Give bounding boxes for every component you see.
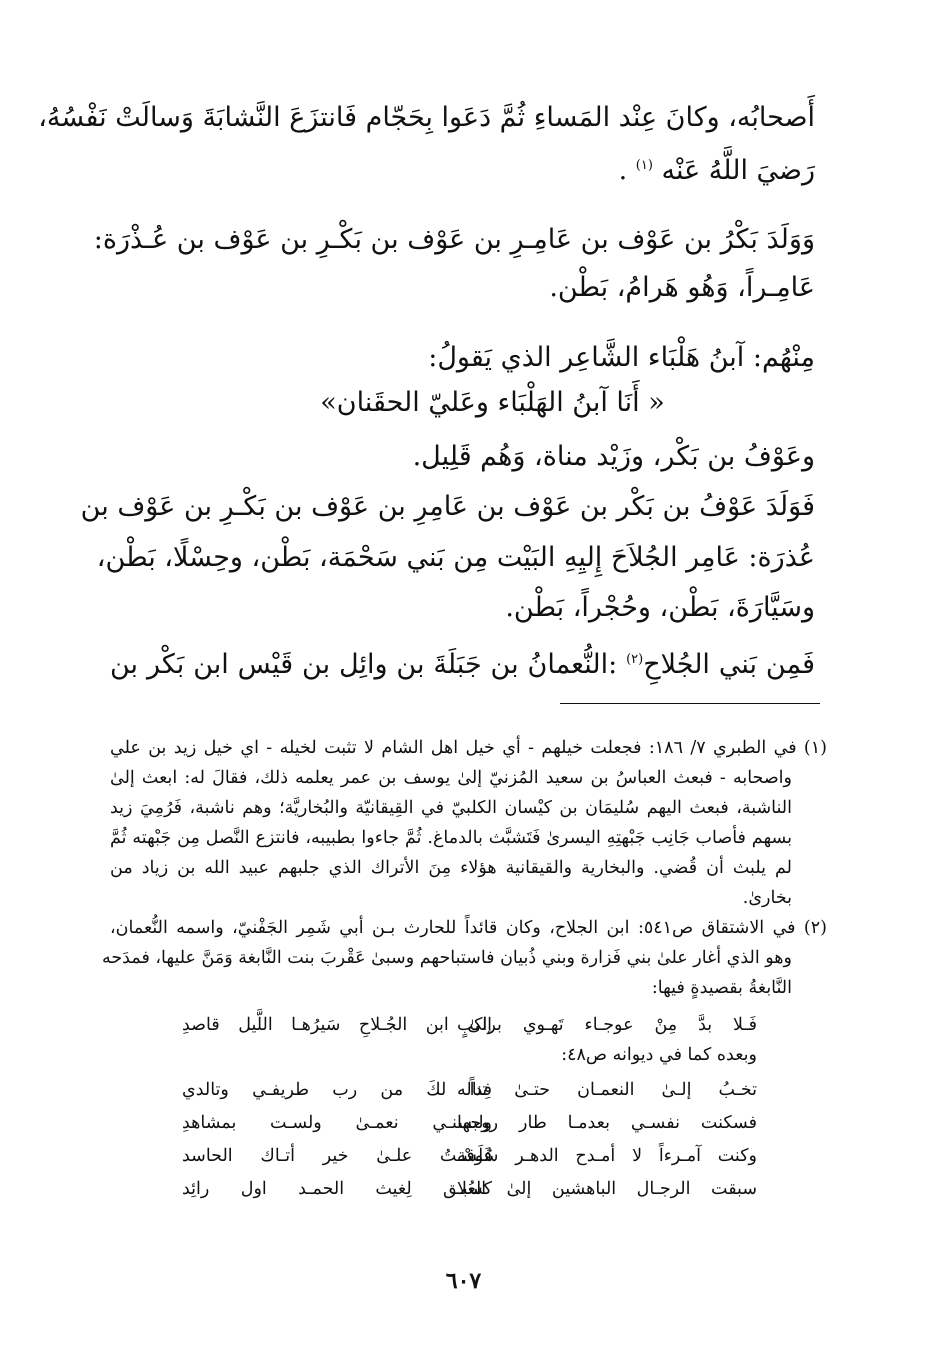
body-line-10: وسَيَّارَةَ، بَطْن، وحُجْراً، بَطْن. [505, 592, 815, 623]
footnote-1-line-5: لم يلبث أن قُضي. والبخارية والقيقانية هؤلاء مِنَ الأتراك الذي جلبهم عبيد الله بن زياد من [110, 858, 792, 878]
verse-1-left: إلىٰ ابن الجُـلاحِ سَيرُهـا اللَّيل قاصدِ [182, 1015, 492, 1035]
footnote-ref-1: (١) [635, 158, 653, 173]
body-line-7: وعَوْفُ بن بَكْر، وزَيْد مناة، وَهُم قَلِيل. [412, 441, 815, 472]
body-line-3: وَوَلَدَ بَكْرُ بن عَوْف بن عَامِـرِ بن عَوْف بن بَكْـرِ بن عَوْف بن عُـذْرَة: [93, 224, 815, 255]
footnote-1-line-6: بخارىٰ. [742, 888, 792, 908]
verse-quote: « أَنَا آبنُ الهَلْبَاء وعَليّ الحقَنان» [320, 387, 665, 418]
footnote-1-line-4: بسهم فأصاب جَانِب جَبْهتِهِ اليسرىٰ فَتَشبَّث بالدماغ. ثُمَّ جاءوا بطبيبه، فانتزع النَّصل مِن جَبْهته ثُمَّ [110, 828, 792, 848]
body-line-1: أَصحابُه، وكانَ عِنْد المَساءِ ثُمَّ دَعَوا بِحَجّام فَانتزَعَ النَّشابَةَ وَسالَتْ نَفْسُهُ، [38, 102, 815, 133]
verse-5-left: كسبـق لِغيث الحمـد اول رائِد [182, 1179, 492, 1199]
footnote-1-line-3: الناشبة، فبعث اليهم سُليمَان بن كيْسان الكلبيّ في القِيقانيّة والبُخاريَّة؛ وهم ناشبة، فَرُمِيَ زيد [110, 798, 792, 818]
body-line-11 [110, 640, 815, 685]
verse-4-left: فَلَسْـتُ علـىٰ خير أتـاك الحاسد [182, 1146, 492, 1166]
body-line-5: مِنْهُم: آبنُ هَلْبَاء الشَّاعِر الذي يَقولُ: [428, 342, 815, 373]
footnote-ref-2: (٢) [626, 652, 644, 667]
verse-2-left: فِداً لكَ من رب طريفـي وتالدي [182, 1080, 492, 1100]
body-line-9: عُذرَة: عَامِر الجُلاَحَ إِليِهِ البَيْت مِن بَني سَحْمَة، بَطْن، وحِسْلًا، بَطْن، [96, 542, 815, 573]
verse-2-right: تخـبُ إلـىٰ النعمـان حتـىٰ تناله [457, 1080, 757, 1100]
footnote-1-line-1: (١) في الطبري ٧/ ١٨٦: فجعلت خيلهم - أي خيل اهل الشام لا تثبت لخيله - اي خيل زيد بن علي [110, 738, 827, 758]
verse-3-right: فسكنت نفسـي بعدمـا طار روحها [457, 1113, 757, 1133]
verse-1-right: فَـلا بدَّ مِنْ عوجـاء تَهـوي براكبٍ [457, 1015, 757, 1035]
body-line-11-b: :النُّعمانُ بن جَبَلَةَ بن وائِل بن قَيْس ابن بَكْر بن [110, 649, 618, 680]
body-line-11-a: فَمِن بَني الجُلاحِ [643, 649, 815, 680]
body-line-8: فَوَلَدَ عَوْفُ بن بَكْر بن عَوْف بن عَامِرِ بن عَوْف بن بَكْـرِ بن عَوْف بن [80, 491, 815, 522]
verse-4-right: وكنت آمـرءاً لا أمـدح الدهـر سُوقة [457, 1146, 757, 1166]
footnote-2-line-2: وهو الذي أغار علىٰ بني فَزارة وبني ذُبيان فاستباحهم وسبىٰ عَقْربَ بنت النَّابغة وَمَنَّ عليها، فمدَحه [101, 948, 792, 968]
footnote-2-line-3: النَّابغةُ بقصيدةٍ فيها: [651, 978, 792, 998]
footnote-2-line-1: (٢) في الاشتقاق ص٥٤١: ابن الجلاح، وكان قائداً للحارث بـن أبي شَمِر الجَفْنيّ، واسمه النُّعمان، [110, 918, 827, 938]
verse-5-right: سبقت الرجـال الباهشين إلىٰ العُلا [457, 1179, 757, 1199]
footnote-separator [560, 703, 820, 704]
page-number: ٦٠٧ [445, 1268, 482, 1294]
footnote-1-line-2: واصحابه - فبعث العباسُ بن سعيد المُزنيّ إلىٰ يوسف بن عمر يعلمه ذلك، فقالَ له: ابعث إلىٰ [110, 768, 792, 788]
verse-note: وبعده كما في ديوانه ص٤٨: [561, 1045, 757, 1065]
body-line-4: عَامِـراً، وَهُو هَرامُ، بَطْن. [549, 272, 815, 303]
verse-3-left: ولبسنـي نعمـىٰ ولسـت بمشاهدِ [182, 1113, 492, 1133]
body-line-2-text: رَضيَ اللَّهُ عَنْه [661, 155, 815, 186]
body-line-2: رَضيَ اللَّهُ عَنْه $^{(١)}$ . [618, 155, 815, 186]
